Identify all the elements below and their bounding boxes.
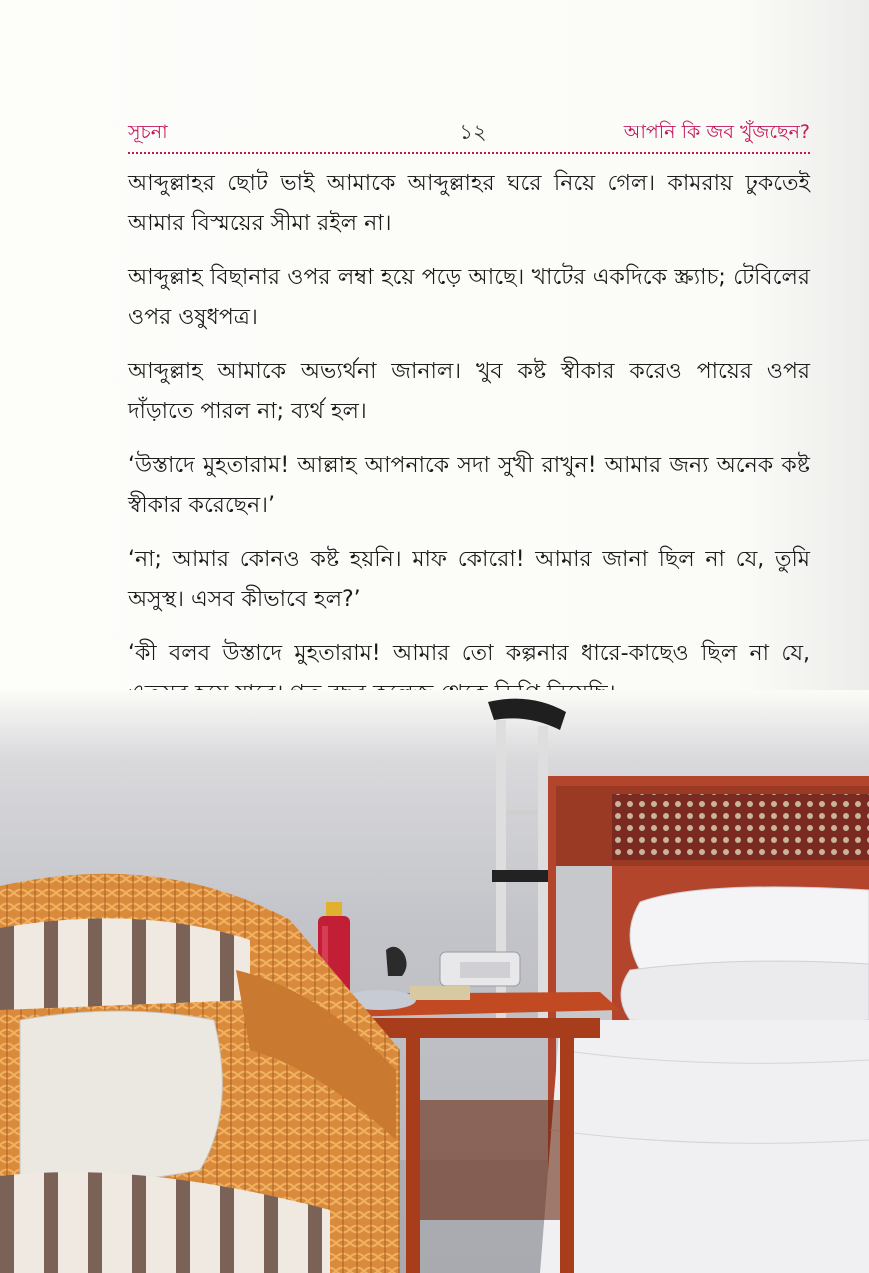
illustration-hospital-room: [0, 690, 869, 1273]
paragraph: ‘না; আমার কোনও কষ্ট হয়নি। মাফ কোরো! আমার জানা ছিল না যে, তুমি অসুস্থ। এসব কীভাবে হল?’: [128, 547, 810, 612]
header-book-title: আপনি কি জব খুঁজছেন?: [623, 121, 810, 143]
running-header: [128, 118, 810, 152]
header-divider: [128, 152, 810, 154]
paragraph: ‘কী বলব উস্তাদে মুহতারাম! আমার তো কল্পনার ধারে-কাছেও ছিল না যে,: [128, 641, 810, 666]
paragraph: আব্দুল্লাহর ছোট ভাই আমাকে আব্দুল্লাহর ঘরে নিয়ে গেল। কামরায় ঢুকতেই আমার বিস্ময়ের সীমা রইল না।: [128, 171, 810, 236]
paragraph: আব্দুল্লাহ বিছানার ওপর লম্বা হয়ে পড়ে আছে। খাটের একদিকে স্ক্র্যাচ; টেবিলের ওপর ওষুধপত্র।: [128, 265, 810, 330]
paragraph: আব্দুল্লাহ আমাকে অভ্যর্থনা জানাল। খুব কষ্ট স্বীকার করেও পায়ের ওপর দাঁড়াতে পারল না; ব্যর্থ হল।: [128, 359, 810, 424]
paragraph: ‘উস্তাদে মুহতারাম! আল্লাহ আপনাকে সদা সুখী রাখুন! আমার জন্য অনেক কষ্ট স্বীকার করেছেন।’: [128, 453, 810, 518]
body-text: [128, 164, 810, 728]
page-number: ১২: [459, 120, 487, 144]
header-section-title: সূচনা: [128, 121, 168, 143]
